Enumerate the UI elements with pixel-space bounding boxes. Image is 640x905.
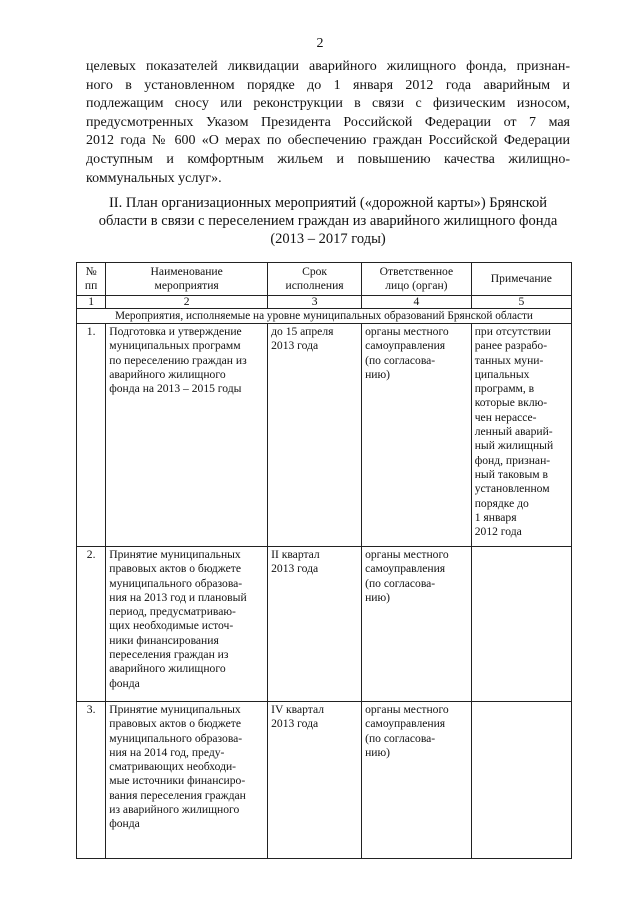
cell-text: фонд, признан-: [474, 453, 551, 467]
cell-text: (по согласова-: [365, 353, 436, 367]
cell-text: танных муни-: [474, 353, 544, 367]
intro-line: 2012 года № 600 «О мерах по обеспечению граждан Российской Федерации: [86, 133, 570, 149]
cell-resp: [362, 324, 472, 547]
cell-text: по переселению граждан из: [109, 353, 247, 367]
header-text: №: [85, 264, 97, 278]
cell-text: ный таковым в: [474, 467, 548, 481]
header-text: Наименование: [150, 264, 223, 278]
header-text: мероприятия: [154, 279, 219, 292]
table-header-row: [77, 263, 572, 296]
column-number: 1: [77, 296, 106, 309]
cell-text: фонда: [109, 676, 140, 690]
cell-text: мые источники финансиро-: [109, 774, 246, 788]
page-number: 2: [316, 36, 324, 51]
intro-line: предусмотренных Указом Президента Российской Федерации от 7 мая: [86, 114, 570, 130]
cell-text: при отсутствии: [474, 325, 551, 338]
header-text: Срок: [302, 264, 328, 278]
cell-text: правовых актов о бюджете: [109, 717, 242, 731]
cell-term: [268, 702, 362, 859]
table-row: [77, 324, 572, 547]
header-name: [106, 263, 268, 296]
cell-text: самоуправления: [365, 717, 446, 731]
cell-text: период, предусматриваю-: [109, 605, 236, 619]
cell-text: 2013 года: [271, 339, 319, 353]
intro-line: доступным и комфортным жильем и повышению качества жилищно-: [86, 151, 570, 167]
cell-text: ния на 2014 год, преду-: [109, 745, 225, 759]
cell-text: органы местного: [365, 548, 449, 561]
cell-note: [471, 324, 571, 547]
cell-text: Подготовка и утверждение: [109, 325, 242, 338]
cell-text: до 15 апреля: [271, 325, 334, 338]
cell-text: 2012 года: [474, 525, 522, 539]
cell-text: чен нерассе-: [474, 410, 537, 424]
cell-text: муниципального образова-: [109, 576, 243, 590]
cell-text: ники финансирования: [109, 633, 219, 647]
cell-text: самоуправления: [365, 339, 446, 353]
cell-text: самоуправления: [365, 562, 446, 576]
cell-text: щих необходимые источ-: [109, 619, 234, 633]
column-number-row: [77, 296, 572, 309]
header-note: [471, 263, 571, 296]
cell-text: фонда: [109, 817, 140, 831]
section-title-line: II. План организационных мероприятий («дорожной карты») Брянской: [108, 195, 548, 211]
row-number: 2.: [77, 547, 106, 702]
cell-text: муниципального образова-: [109, 731, 243, 745]
cell-text: (по согласова-: [365, 576, 436, 590]
cell-resp: [362, 547, 472, 702]
cell-text: (по согласова-: [365, 731, 436, 745]
cell-text: Принятие муниципальных: [109, 703, 241, 716]
cell-text: ный жилищный: [474, 439, 554, 453]
cell-text: II квартал: [271, 548, 320, 561]
cell-name: [106, 702, 268, 859]
header-text: пп: [84, 279, 98, 292]
table-row: [77, 702, 572, 859]
intro-paragraph: [86, 58, 570, 188]
cell-text: нию): [365, 590, 391, 604]
header-responsible: [362, 263, 472, 296]
cell-resp: [362, 702, 472, 859]
column-number: 2: [106, 296, 268, 309]
cell-text: аварийного жилищного: [109, 367, 226, 381]
table-row: [77, 547, 572, 702]
cell-note: [471, 702, 571, 859]
cell-text: 2013 года: [271, 717, 319, 731]
intro-line: целевых показателей ликвидации аварийного жилищного фонда, признан-: [86, 59, 570, 74]
cell-text: правовых актов о бюджете: [109, 562, 242, 576]
section-row: [77, 309, 572, 324]
cell-text: органы местного: [365, 325, 449, 338]
cell-name: [106, 324, 268, 547]
cell-text: муниципальных программ: [109, 339, 241, 353]
section-label: Мероприятия, исполняемые на уровне муниципальных образований Брянской области: [77, 309, 572, 324]
cell-text: IV квартал: [271, 703, 325, 716]
header-text: лицо (орган): [385, 279, 448, 292]
header-text: Ответственное: [379, 264, 454, 278]
cell-text: органы местного: [365, 703, 449, 716]
cell-text: порядке до: [474, 496, 529, 510]
cell-text: программ, в: [474, 382, 535, 396]
header-text: исполнения: [285, 279, 344, 292]
cell-text: вания переселения граждан: [109, 788, 246, 802]
roadmap-table: [76, 262, 572, 859]
cell-text: аварийного жилищного: [109, 662, 226, 676]
header-num: [77, 263, 106, 296]
cell-text: которые вклю-: [474, 396, 548, 410]
section-title: [86, 194, 570, 248]
row-number: 1.: [77, 324, 106, 547]
cell-text: Принятие муниципальных: [109, 548, 241, 561]
section-title-line: области в связи с переселением граждан из аварийного жилищного фонда: [98, 213, 558, 229]
intro-line: подлежащим сносу или реконструкции в связи с физическим износом,: [86, 96, 570, 112]
intro-line: ного в установленном порядке до 1 января 2012 года аварийным и: [86, 77, 570, 93]
cell-note: [471, 547, 571, 702]
cell-text: из аварийного жилищного: [109, 803, 240, 817]
header-text: Примечание: [490, 271, 552, 285]
cell-text: фонда на 2013 – 2015 годы: [109, 382, 242, 396]
column-number: 3: [268, 296, 362, 309]
header-term: [268, 263, 362, 296]
cell-text: сматривающих необходи-: [109, 760, 237, 774]
column-number: 4: [362, 296, 472, 309]
cell-text: ципальных: [474, 367, 530, 381]
cell-name: [106, 547, 268, 702]
cell-text: нию): [365, 745, 391, 759]
cell-text: 2013 года: [271, 562, 319, 576]
cell-term: [268, 547, 362, 702]
cell-text: нию): [365, 367, 391, 381]
section-title-line: (2013 – 2017 годы): [270, 231, 386, 247]
row-number: 3.: [77, 702, 106, 859]
cell-text: ния на 2013 год и плановый: [109, 590, 247, 604]
cell-text: ранее разрабо-: [474, 339, 548, 353]
column-number: 5: [471, 296, 571, 309]
cell-text: ленный аварий-: [474, 425, 553, 439]
cell-text: 1 января: [474, 510, 517, 524]
cell-text: переселения граждан из: [109, 648, 229, 662]
intro-line: коммунальных услуг».: [86, 170, 222, 186]
cell-text: установленном: [474, 482, 550, 496]
cell-term: [268, 324, 362, 547]
